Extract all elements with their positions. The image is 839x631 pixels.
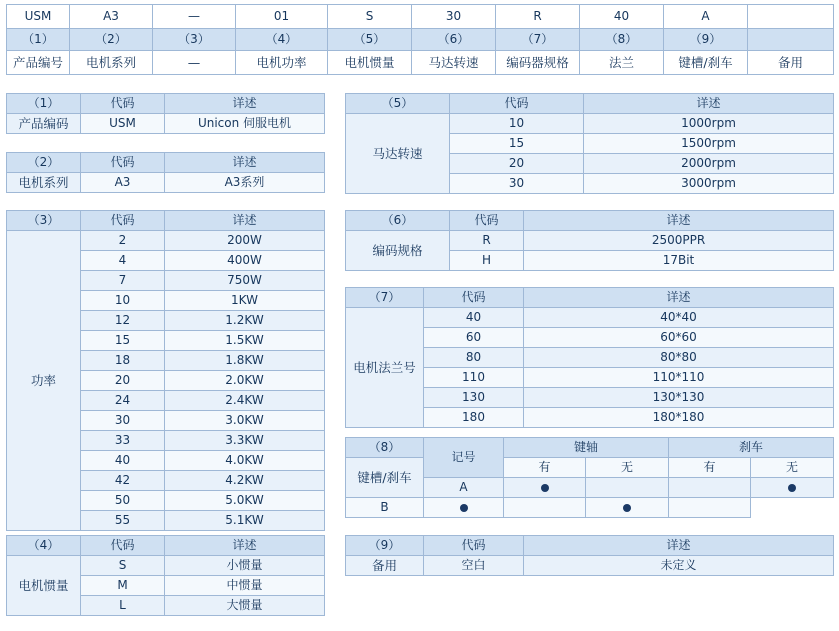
- table-row: [346, 308, 834, 328]
- code-value: USM: [81, 114, 165, 134]
- detail-table-reserved: [345, 535, 834, 576]
- code-value: 10: [450, 114, 584, 134]
- number-cell: （8）: [580, 29, 664, 51]
- code-value: 30: [450, 174, 584, 194]
- section-number: （4）: [7, 536, 81, 556]
- section-label: 编码规格: [346, 231, 450, 271]
- brake-no-cell: [669, 498, 751, 518]
- brake-yes-cell: [669, 478, 751, 498]
- model-code-table: [6, 4, 834, 75]
- column-header-desc: 详述: [165, 536, 325, 556]
- section-label: 电机系列: [7, 173, 81, 193]
- key-no-cell: [504, 498, 586, 518]
- key-yes-cell: [424, 498, 504, 518]
- detail-table-inertia: [6, 535, 325, 616]
- desc-value: 80*80: [524, 348, 834, 368]
- desc-value: 5.1KW: [165, 511, 325, 531]
- desc-value: 1.5KW: [165, 331, 325, 351]
- code-value: 33: [81, 431, 165, 451]
- table-row: [7, 211, 325, 231]
- desc-value: 2500PPR: [524, 231, 834, 251]
- desc-value: 750W: [165, 271, 325, 291]
- desc-value: 40*40: [524, 308, 834, 328]
- code-value: 7: [81, 271, 165, 291]
- detail-table-flange: [345, 287, 834, 428]
- code-value: L: [81, 596, 165, 616]
- model-name-row: [7, 51, 834, 75]
- desc-value: 400W: [165, 251, 325, 271]
- code-value: 20: [81, 371, 165, 391]
- desc-value: 3.0KW: [165, 411, 325, 431]
- code-cell: [748, 5, 834, 29]
- code-value: 80: [424, 348, 524, 368]
- column-header-mark: 记号: [424, 438, 504, 478]
- code-value: 12: [81, 311, 165, 331]
- column-header-code: 代码: [81, 211, 165, 231]
- key-yes-cell: [504, 478, 586, 498]
- desc-value: A3系列: [165, 173, 325, 193]
- number-cell: （6）: [412, 29, 496, 51]
- table-row: [7, 536, 325, 556]
- desc-value: 3000rpm: [584, 174, 834, 194]
- code-value: A3: [81, 173, 165, 193]
- section-number: （5）: [346, 94, 450, 114]
- section-label: 功率: [7, 231, 81, 531]
- code-value: 2: [81, 231, 165, 251]
- name-cell: —: [153, 51, 236, 75]
- desc-value: Unicon 伺服电机: [165, 114, 325, 134]
- section-number: （1）: [7, 94, 81, 114]
- code-value: 空白: [424, 556, 524, 576]
- table-row: [346, 536, 834, 556]
- column-header-desc: 详述: [165, 153, 325, 173]
- desc-value: 2.4KW: [165, 391, 325, 411]
- subheader-brake-yes: 有: [669, 458, 751, 478]
- table-row: [7, 173, 325, 193]
- number-cell: （9）: [664, 29, 748, 51]
- table-row: [7, 114, 325, 134]
- mark-value: A: [424, 478, 504, 498]
- detail-table-keyway-brake: [345, 437, 834, 518]
- table-row: [7, 94, 325, 114]
- column-header-desc: 详述: [524, 211, 834, 231]
- code-value: 4: [81, 251, 165, 271]
- code-cell: 40: [580, 5, 664, 29]
- code-cell: USM: [7, 5, 70, 29]
- section-number: （2）: [7, 153, 81, 173]
- code-cell: 30: [412, 5, 496, 29]
- code-value: 55: [81, 511, 165, 531]
- desc-value: 4.2KW: [165, 471, 325, 491]
- table-row: [346, 211, 834, 231]
- number-cell: （1）: [7, 29, 70, 51]
- name-cell: 电机惯量: [328, 51, 412, 75]
- code-value: 60: [424, 328, 524, 348]
- code-value: 20: [450, 154, 584, 174]
- subheader-key-yes: 有: [504, 458, 586, 478]
- table-row: [7, 556, 325, 576]
- desc-value: 3.3KW: [165, 431, 325, 451]
- filled-dot-icon: [541, 484, 549, 492]
- filled-dot-icon: [788, 484, 796, 492]
- desc-value: 未定义: [524, 556, 834, 576]
- section-number: （9）: [346, 536, 424, 556]
- column-header-code: 代码: [450, 94, 584, 114]
- filled-dot-icon: [623, 504, 631, 512]
- column-header-code: 代码: [81, 536, 165, 556]
- code-value: 42: [81, 471, 165, 491]
- table-row: [346, 94, 834, 114]
- section-label: 马达转速: [346, 114, 450, 194]
- name-cell: 马达转速: [412, 51, 496, 75]
- brake-no-cell: [751, 478, 834, 498]
- column-header-desc: 详述: [524, 288, 834, 308]
- table-row: [346, 438, 834, 458]
- column-header-desc: 详述: [165, 211, 325, 231]
- column-header-desc: 详述: [524, 536, 834, 556]
- section-label: 电机法兰号: [346, 308, 424, 428]
- table-row: [346, 231, 834, 251]
- detail-table-product-code: [6, 93, 325, 134]
- section-label: 电机惯量: [7, 556, 81, 616]
- code-value: 40: [424, 308, 524, 328]
- column-header-desc: 详述: [584, 94, 834, 114]
- key-no-cell: [586, 478, 669, 498]
- detail-table-encoder: [345, 210, 834, 271]
- section-number: （3）: [7, 211, 81, 231]
- code-cell: S: [328, 5, 412, 29]
- section-label: 产品编码: [7, 114, 81, 134]
- name-cell: 键槽/刹车: [664, 51, 748, 75]
- table-row: [346, 556, 834, 576]
- name-cell: 法兰: [580, 51, 664, 75]
- number-cell: （2）: [70, 29, 153, 51]
- code-cell: —: [153, 5, 236, 29]
- subheader-key-no: 无: [586, 458, 669, 478]
- code-value: H: [450, 251, 524, 271]
- table-row: [346, 498, 834, 518]
- desc-value: 2000rpm: [584, 154, 834, 174]
- model-number-row: [7, 29, 834, 51]
- code-cell: R: [496, 5, 580, 29]
- filled-dot-icon: [460, 504, 468, 512]
- table-row: [7, 153, 325, 173]
- code-value: 10: [81, 291, 165, 311]
- column-header-desc: 详述: [165, 94, 325, 114]
- desc-value: 中惯量: [165, 576, 325, 596]
- code-cell: A: [664, 5, 748, 29]
- number-cell: （4）: [236, 29, 328, 51]
- detail-table-speed: [345, 93, 834, 194]
- number-cell: （3）: [153, 29, 236, 51]
- code-value: 110: [424, 368, 524, 388]
- subheader-brake-no: 无: [751, 458, 834, 478]
- desc-value: 17Bit: [524, 251, 834, 271]
- name-cell: 备用: [748, 51, 834, 75]
- section-label: 键槽/刹车: [346, 458, 424, 498]
- number-cell: （7）: [496, 29, 580, 51]
- desc-value: 1000rpm: [584, 114, 834, 134]
- code-value: 130: [424, 388, 524, 408]
- model-code-row: [7, 5, 834, 29]
- brake-yes-cell: [586, 498, 669, 518]
- name-cell: 编码器规格: [496, 51, 580, 75]
- desc-value: 4.0KW: [165, 451, 325, 471]
- detail-table-power: [6, 210, 325, 531]
- column-header-code: 代码: [450, 211, 524, 231]
- column-header-brake: 刹车: [669, 438, 834, 458]
- desc-value: 2.0KW: [165, 371, 325, 391]
- desc-value: 110*110: [524, 368, 834, 388]
- code-value: R: [450, 231, 524, 251]
- table-row: [7, 231, 325, 251]
- column-header-key-shaft: 键轴: [504, 438, 669, 458]
- desc-value: 1500rpm: [584, 134, 834, 154]
- code-value: M: [81, 576, 165, 596]
- name-cell: 电机功率: [236, 51, 328, 75]
- code-value: 15: [450, 134, 584, 154]
- desc-value: 5.0KW: [165, 491, 325, 511]
- column-header-code: 代码: [81, 94, 165, 114]
- desc-value: 1.8KW: [165, 351, 325, 371]
- code-cell: 01: [236, 5, 328, 29]
- desc-value: 1KW: [165, 291, 325, 311]
- column-header-code: 代码: [81, 153, 165, 173]
- desc-value: 大惯量: [165, 596, 325, 616]
- code-value: 50: [81, 491, 165, 511]
- desc-value: 130*130: [524, 388, 834, 408]
- code-value: S: [81, 556, 165, 576]
- number-cell: （5）: [328, 29, 412, 51]
- desc-value: 200W: [165, 231, 325, 251]
- code-value: 40: [81, 451, 165, 471]
- code-value: 15: [81, 331, 165, 351]
- code-value: 24: [81, 391, 165, 411]
- section-label: 备用: [346, 556, 424, 576]
- table-row: [346, 114, 834, 134]
- section-number: （6）: [346, 211, 450, 231]
- column-header-code: 代码: [424, 288, 524, 308]
- desc-value: 180*180: [524, 408, 834, 428]
- mark-value: B: [346, 498, 424, 518]
- code-cell: A3: [70, 5, 153, 29]
- code-value: 180: [424, 408, 524, 428]
- desc-value: 60*60: [524, 328, 834, 348]
- desc-value: 小惯量: [165, 556, 325, 576]
- desc-value: 1.2KW: [165, 311, 325, 331]
- code-value: 18: [81, 351, 165, 371]
- table-row: [346, 458, 834, 478]
- detail-table-motor-series: [6, 152, 325, 193]
- column-header-code: 代码: [424, 536, 524, 556]
- section-number: （8）: [346, 438, 424, 458]
- section-number: （7）: [346, 288, 424, 308]
- name-cell: 电机系列: [70, 51, 153, 75]
- code-value: 30: [81, 411, 165, 431]
- number-cell: [748, 29, 834, 51]
- table-row: [346, 288, 834, 308]
- name-cell: 产品编号: [7, 51, 70, 75]
